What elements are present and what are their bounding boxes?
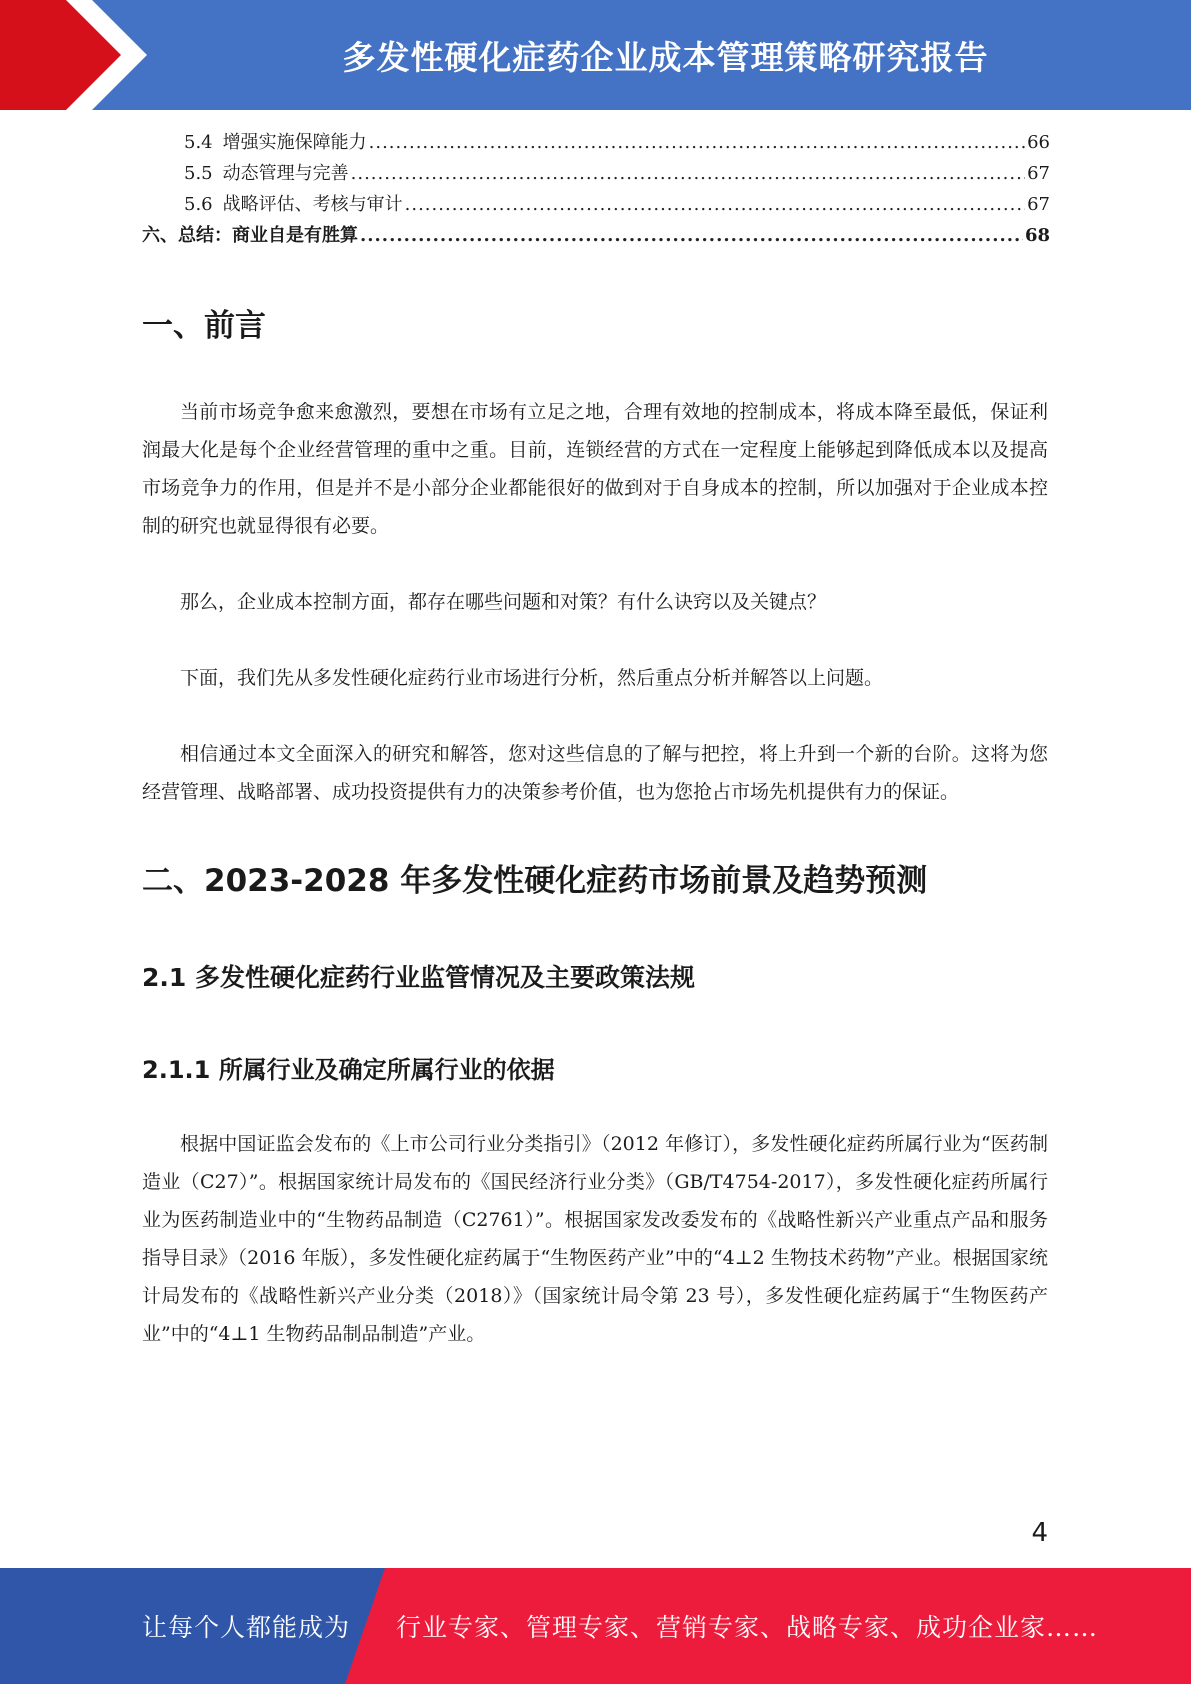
- main-content: [142, 290, 1048, 1353]
- page-footer: [0, 1568, 1191, 1684]
- toc-leader: [351, 163, 1025, 184]
- toc-page: 67: [1027, 194, 1050, 215]
- toc-leader: [369, 132, 1025, 153]
- toc-label: 战略评估、考核与审计: [222, 194, 403, 215]
- toc-page: 67: [1027, 163, 1050, 184]
- table-of-contents: [142, 128, 1050, 252]
- header-arrow-icon: [0, 0, 160, 110]
- paragraph: 那么，企业成本控制方面，都存在哪些问题和对策？有什么诀窍以及关键点？: [180, 591, 827, 613]
- footer-slogan-right: 行业专家、管理专家、营销专家、战略专家、成功企业家……: [396, 1613, 1099, 1642]
- page-number: 4: [1031, 1518, 1048, 1548]
- toc-page: 66: [1027, 132, 1050, 153]
- toc-page: 68: [1024, 225, 1050, 246]
- toc-label: 增强实施保障能力: [222, 132, 367, 153]
- paragraph: 当前市场竞争愈来愈激烈，要想在市场有立足之地，合理有效地的控制成本，将成本降至最低，保证利润最大化是每个企业经营管理的重中之重。目前，连锁经营的方式在一定程度上能够起到降低成本以及提高市场竞争力的作用，但是并不是小部分企业都能很好的做到对于自身成本的控制，所以加强对于企业成本控制的研究也就显得很有必要。: [142, 401, 1048, 537]
- paragraph: 根据中国证监会发布的《上市公司行业分类指引》（2012 年修订），多发性硬化症药所属行业为“医药制造业（C27）”。根据国家统计局发布的《国民经济行业分类》（GB/T4754-2017），多发性硬化症药所属行业为医药制造业中的“生物药品制造（C2761）”。根据国家发改委发布的《战略性新兴产业重点产品和服务指导目录》（2016 年版），多发性硬化症药属于“生物医药产业”中的“4⊥2 生物技术药物”产业。根据国家统计局发布的《战略性新兴产业分类（2018）》（国家统计局令第 23 号），多发性硬化症药属于“生物医药产业”中的“4⊥1 生物药品制品制造”产业。: [142, 1133, 1048, 1345]
- paragraph: 下面，我们先从多发性硬化症药行业市场进行分析，然后重点分析并解答以上问题。: [180, 667, 884, 689]
- section-heading-market: 二、2023-2028 年多发性硬化症药市场前景及趋势预测: [142, 863, 928, 899]
- subsection-heading: 2.1 多发性硬化症药行业监管情况及主要政策法规: [142, 963, 695, 992]
- paragraph: 相信通过本文全面深入的研究和解答，您对这些信息的了解与把控，将上升到一个新的台阶。这将为您经营管理、战略部署、成功投资提供有力的决策参考价值，也为您抢占市场先机提供有力的保证。: [142, 743, 1048, 803]
- toc-number: 5.5: [184, 163, 213, 184]
- toc-number: 5.4: [184, 132, 213, 153]
- toc-number: 5.6: [184, 194, 213, 215]
- section-heading-preface: 一、前言: [142, 308, 266, 344]
- toc-label: 六、总结：商业自是有胜算: [142, 225, 358, 246]
- toc-label: 动态管理与完善: [222, 163, 349, 184]
- toc-entry[interactable]: [142, 128, 1050, 159]
- toc-entry[interactable]: [142, 159, 1050, 190]
- toc-leader: [360, 225, 1023, 246]
- footer-slogan-left: 让每个人都能成为: [142, 1613, 351, 1642]
- subsubsection-heading: 2.1.1 所属行业及确定所属行业的依据: [142, 1056, 555, 1084]
- page-header: [0, 0, 1191, 110]
- toc-leader: [405, 194, 1025, 215]
- toc-entry[interactable]: [142, 221, 1050, 252]
- toc-entry[interactable]: [142, 190, 1050, 221]
- report-title: 多发性硬化症药企业成本管理策略研究报告: [342, 37, 989, 77]
